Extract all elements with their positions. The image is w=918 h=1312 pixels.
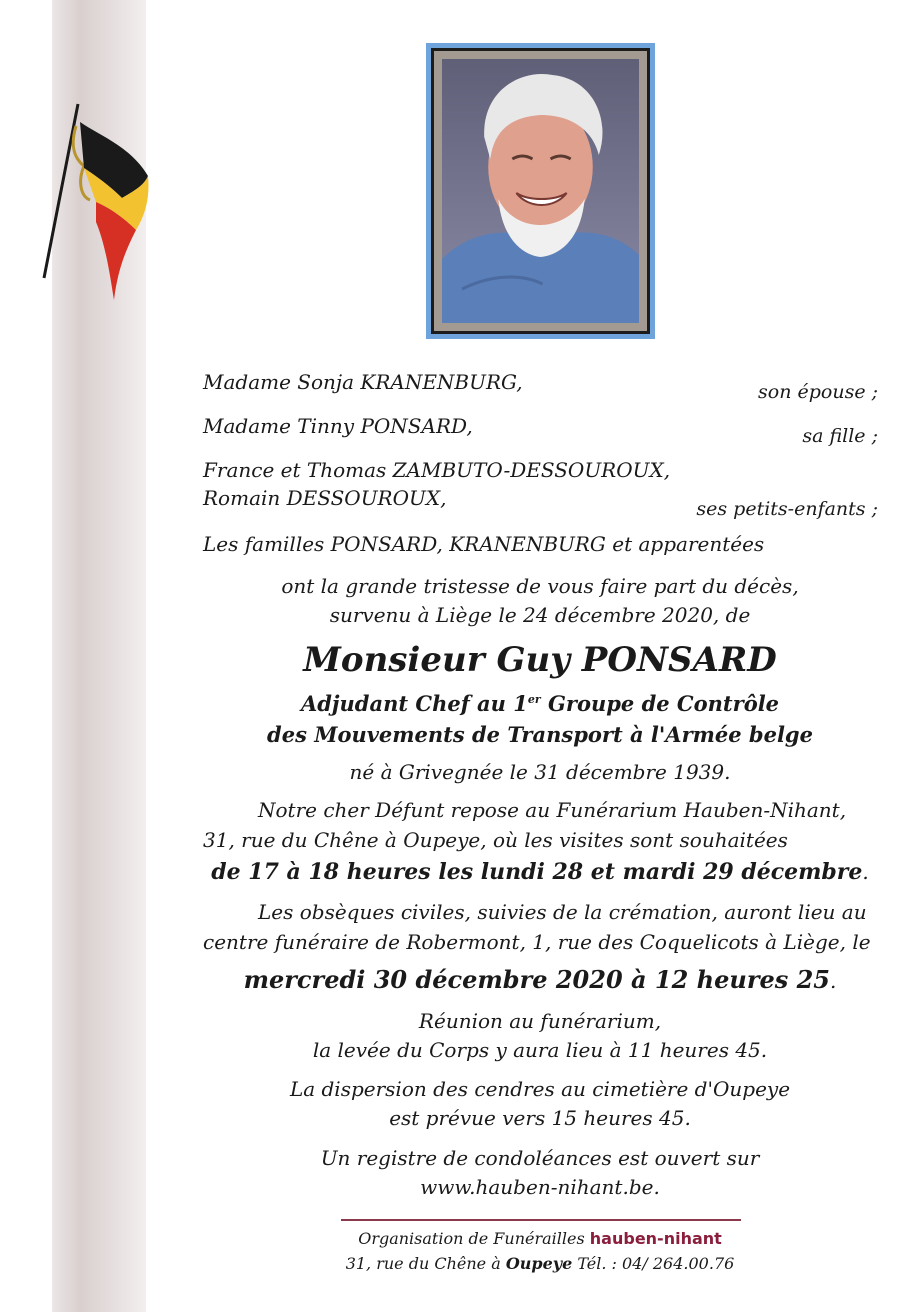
brand-logo: hauben-nihant [589,1229,722,1248]
meeting-line-2: la levée du Corps y aura lieu à 11 heures 45. [312,1038,768,1062]
deceased-name: Monsieur Guy PONSARD [303,640,777,680]
condolences-website: www.hauben-nihant.be. [420,1175,660,1199]
family-name-3b: Romain DESSOUROUX, [203,486,447,510]
footer-address-town: Oupeye [505,1254,573,1273]
footer-divider [341,1219,741,1221]
deceased-title-line-1 [150,691,918,716]
footer-org-label: Organisation de Funérailles [358,1229,590,1248]
funeral-date [150,965,918,994]
family-relation-1: son épouse ; [758,381,878,403]
title-part-1: Adjudant Chef au 1 [300,691,528,716]
condolences-line-1: Un registre de condoléances est ouvert sur [320,1146,760,1170]
family-relation-3: ses petits-enfants ; [696,498,878,520]
funeral-line-1: Les obsèques civiles, suivies de la crémation, auront lieu au [258,900,867,924]
deceased-title-line-2: des Mouvements de Transport à l'Armée belge [267,722,813,747]
family-relation-2: sa fille ; [802,425,878,447]
belgian-flag-icon [40,96,160,306]
portrait-photo [442,59,639,323]
family-name-2: Madame Tinny PONSARD, [203,414,473,438]
footer-address [330,1254,750,1273]
funeral-date-text: mercredi 30 décembre 2020 à 12 heures 25 [243,965,831,994]
deceased-birth: né à Grivegnée le 31 décembre 1939. [349,760,731,784]
ashes-line-1: La dispersion des cendres au cimetière d'Oupeye [289,1077,791,1101]
funeral-date-period: . [830,969,837,993]
visitation-line-1: Notre cher Défunt repose au Funérarium Hauben-Nihant, [258,798,847,822]
family-name-1: Madame Sonja KRANENBURG, [203,370,523,394]
portrait-frame [426,43,655,339]
title-part-2: Groupe de Contrôle [540,691,780,716]
family-name-4: Les familles PONSARD, KRANENBURG et apparentées [203,532,765,556]
funeral-line-2: centre funéraire de Robermont, 1, rue des Coquelicots à Liège, le [203,930,871,954]
ashes-line-2: est prévue vers 15 heures 45. [389,1106,691,1130]
visitation-line-2: 31, rue du Chêne à Oupeye, où les visites sont souhaitées [203,828,788,852]
visitation-period: . [862,860,869,884]
footer-organisation [330,1229,750,1248]
visitation-hours: de 17 à 18 heures les lundi 28 et mardi 29 décembre [211,859,863,885]
announcement-line-1: ont la grande tristesse de vous faire part du décès, [281,574,799,598]
announcement-line-2: survenu à Liège le 24 décembre 2020, de [329,603,751,627]
footer-address-part-1: 31, rue du Chêne à [345,1254,506,1273]
visitation-line-3 [150,859,918,885]
footer-address-part-2: Tél. : 04/ 264.00.76 [572,1254,735,1273]
family-name-3a: France et Thomas ZAMBUTO-DESSOUROUX, [203,458,671,482]
title-superscript: er [527,693,541,706]
meeting-line-1: Réunion au funérarium, [418,1009,662,1033]
